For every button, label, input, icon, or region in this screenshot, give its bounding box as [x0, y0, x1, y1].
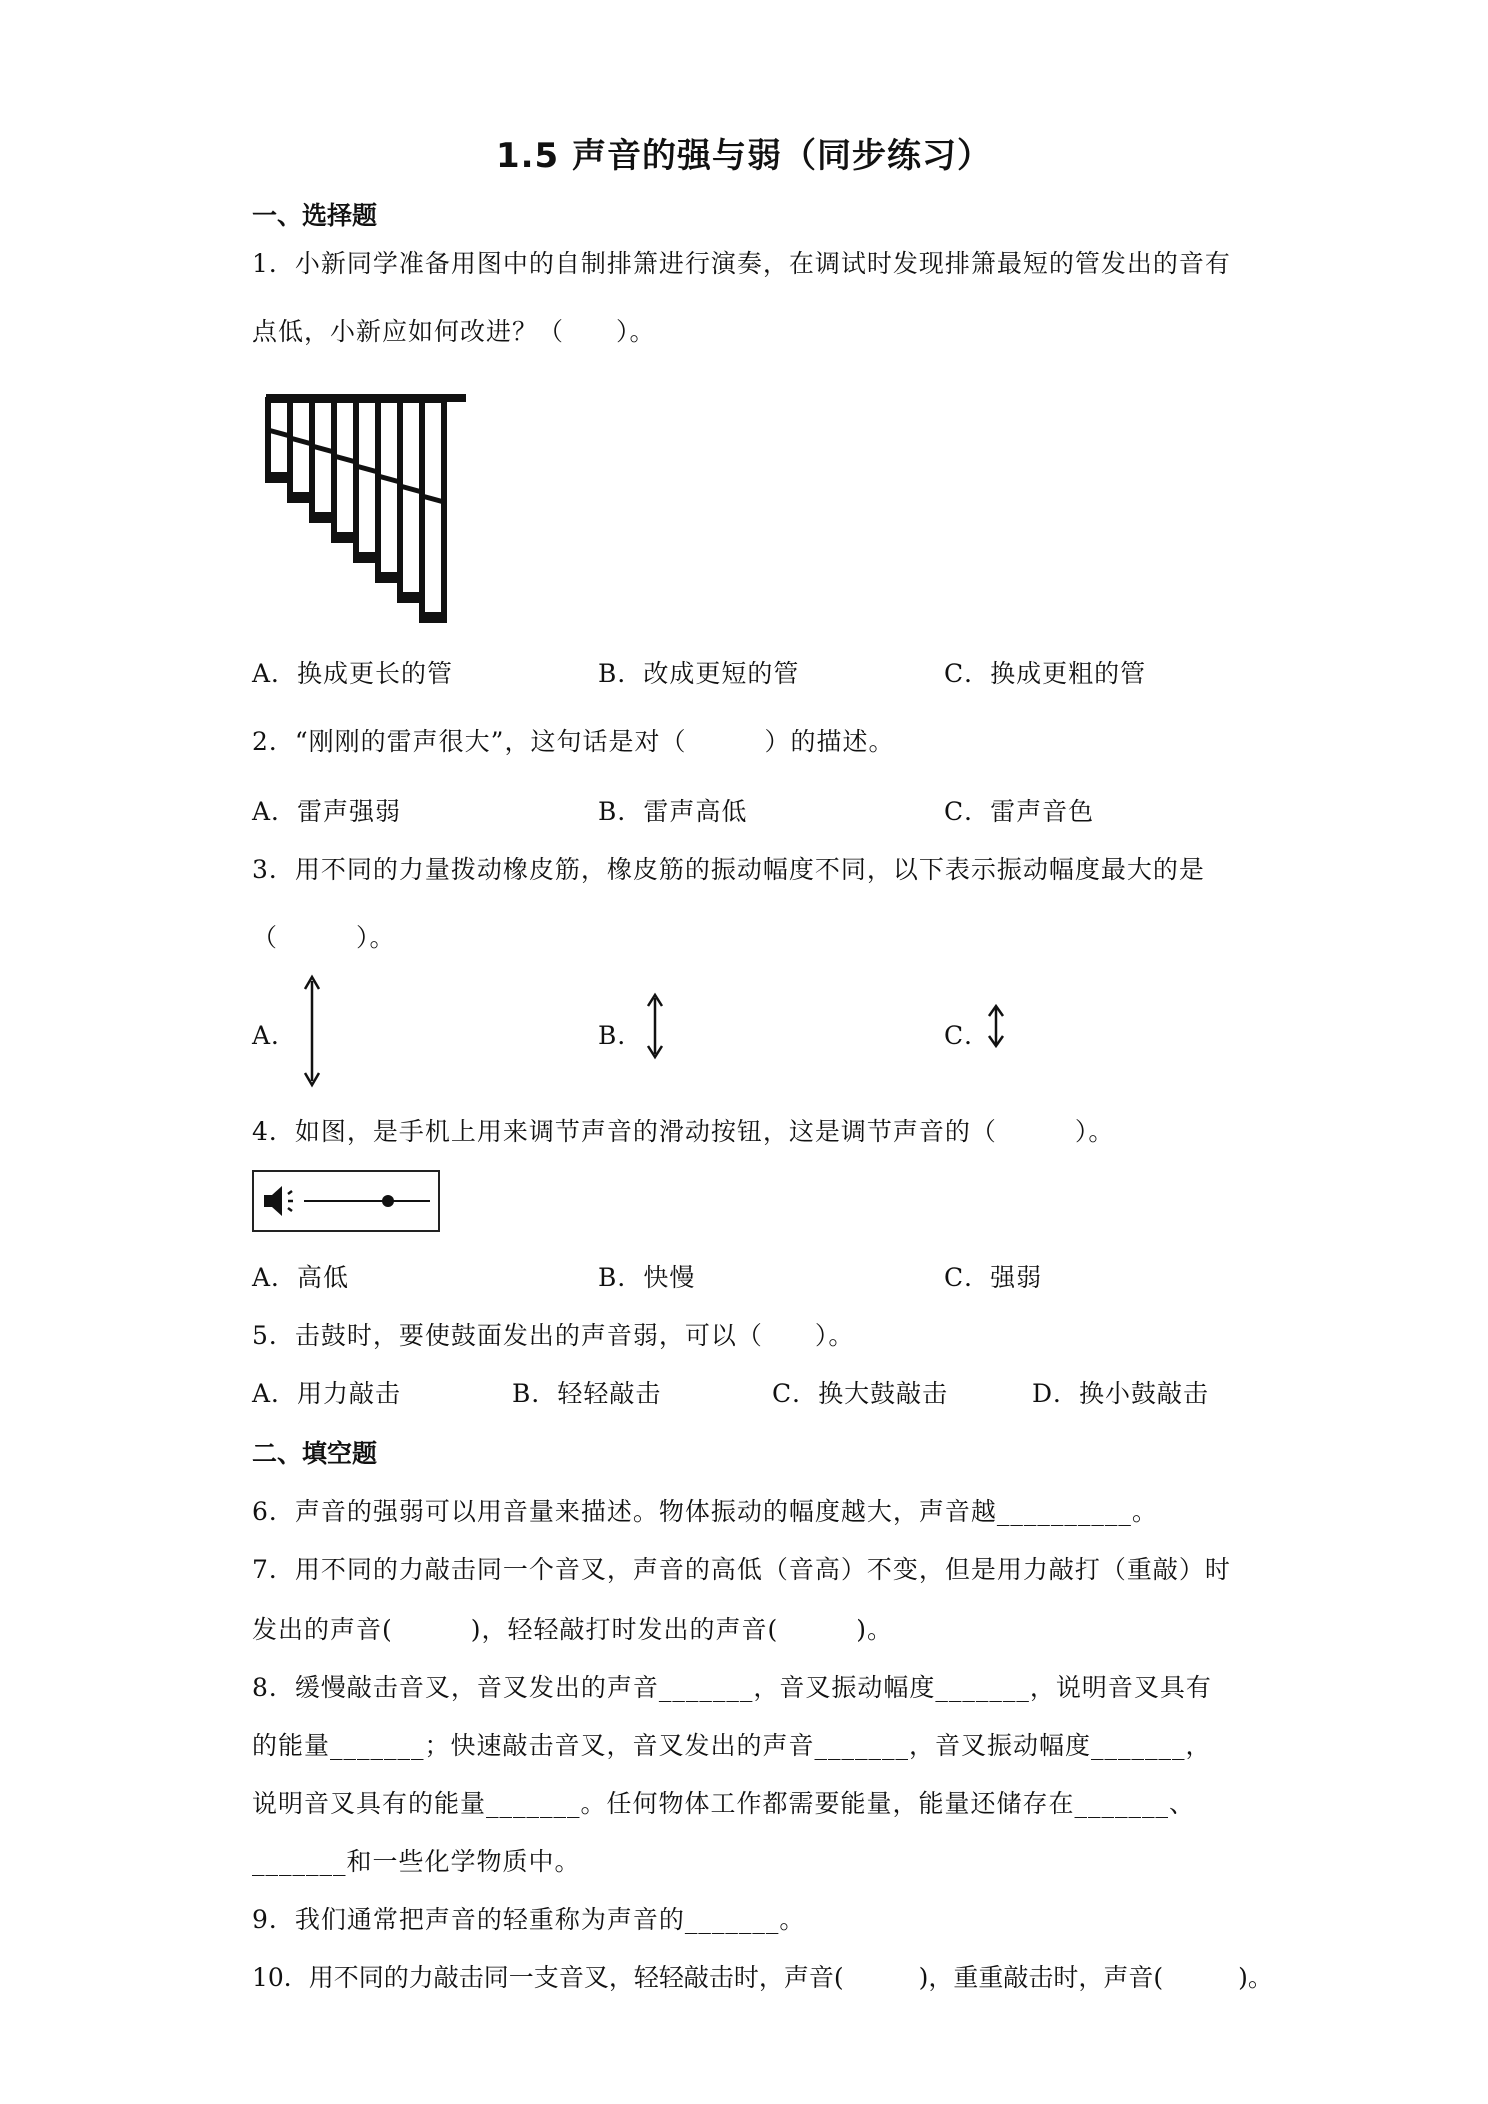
question-8-line-1: 8．缓慢敲击音叉，音叉发出的声音_______，音叉振动幅度_______，说明音叉具有 [252, 1673, 1212, 1702]
speaker-icon [262, 1184, 302, 1218]
question-9-line-1: 9．我们通常把声音的轻重称为声音的_______。 [252, 1905, 806, 1934]
arrow-medium-icon [644, 993, 666, 1059]
pan-flute-figure [262, 390, 472, 620]
question-1-option-b: B．改成更短的管 [598, 659, 800, 688]
section-heading-choice: 一、选择题 [252, 201, 378, 230]
question-8-line-2: 的能量_______；快速敲击音叉，音叉发出的声音_______，音叉振动幅度_______， [252, 1731, 1212, 1760]
question-8-line-4: _______和一些化学物质中。 [252, 1847, 581, 1876]
question-5-line-1: 5．击鼓时，要使鼓面发出的声音弱，可以（ ）。 [252, 1321, 855, 1350]
question-5-option-d: D．换小鼓敲击 [1032, 1379, 1210, 1408]
question-1-option-a: A．换成更长的管 [252, 659, 454, 688]
question-8-line-3: 说明音叉具有的能量_______。任何物体工作都需要能量，能量还储存在_______、 [252, 1789, 1196, 1818]
volume-slider-knob [382, 1195, 394, 1207]
volume-slider-track [302, 1190, 432, 1212]
question-5-option-b: B．轻轻敲击 [512, 1379, 662, 1408]
volume-slider-figure [252, 1170, 440, 1232]
question-3-line-2: （ ）。 [252, 923, 396, 952]
question-5-option-c: C．换大鼓敲击 [772, 1379, 949, 1408]
arrow-short-icon [986, 1004, 1006, 1048]
question-3-option-c: C． [944, 1021, 991, 1050]
question-2-option-a: A．雷声强弱 [252, 797, 402, 826]
question-7-line-2: 发出的声音( )，轻轻敲打时发出的声音( )。 [252, 1615, 894, 1644]
arrow-long-icon [300, 975, 324, 1087]
question-1-line-1: 1．小新同学准备用图中的自制排箫进行演奏，在调试时发现排箫最短的管发出的音有 [252, 249, 1231, 278]
question-2-option-c: C．雷声音色 [944, 797, 1095, 826]
question-1-option-c: C．换成更粗的管 [944, 659, 1147, 688]
question-1-line-2: 点低，小新应如何改进？（ ）。 [252, 317, 656, 346]
question-3-option-a: A． [252, 1021, 298, 1050]
question-10-line-1: 10．用不同的力敲击同一支音叉，轻轻敲击时，声音( )，重重敲击时，声音( )。 [252, 1963, 1273, 1992]
question-7-line-1: 7．用不同的力敲击同一个音叉，声音的高低（音高）不变，但是用力敲打（重敲）时 [252, 1555, 1231, 1584]
question-4-option-c: C．强弱 [944, 1263, 1043, 1292]
question-4-option-a: A．高低 [252, 1263, 350, 1292]
page-title: 1.5 声音的强与弱（同步练习） [495, 136, 993, 176]
question-2-line-1: 2．“刚刚的雷声很大”，这句话是对（ ）的描述。 [252, 727, 895, 756]
question-2-option-b: B．雷声高低 [598, 797, 748, 826]
question-4-line-1: 4．如图，是手机上用来调节声音的滑动按钮，这是调节声音的（ ）。 [252, 1117, 1115, 1146]
question-6-line-1: 6．声音的强弱可以用音量来描述。物体振动的幅度越大，声音越__________。 [252, 1497, 1158, 1526]
question-5-option-a: A．用力敲击 [252, 1379, 402, 1408]
question-3-line-1: 3．用不同的力量拨动橡皮筋，橡皮筋的振动幅度不同，以下表示振动幅度最大的是 [252, 855, 1205, 884]
question-4-option-b: B．快慢 [598, 1263, 696, 1292]
section-heading-fill: 二、填空题 [252, 1439, 378, 1468]
question-3-option-b: B． [598, 1021, 644, 1050]
